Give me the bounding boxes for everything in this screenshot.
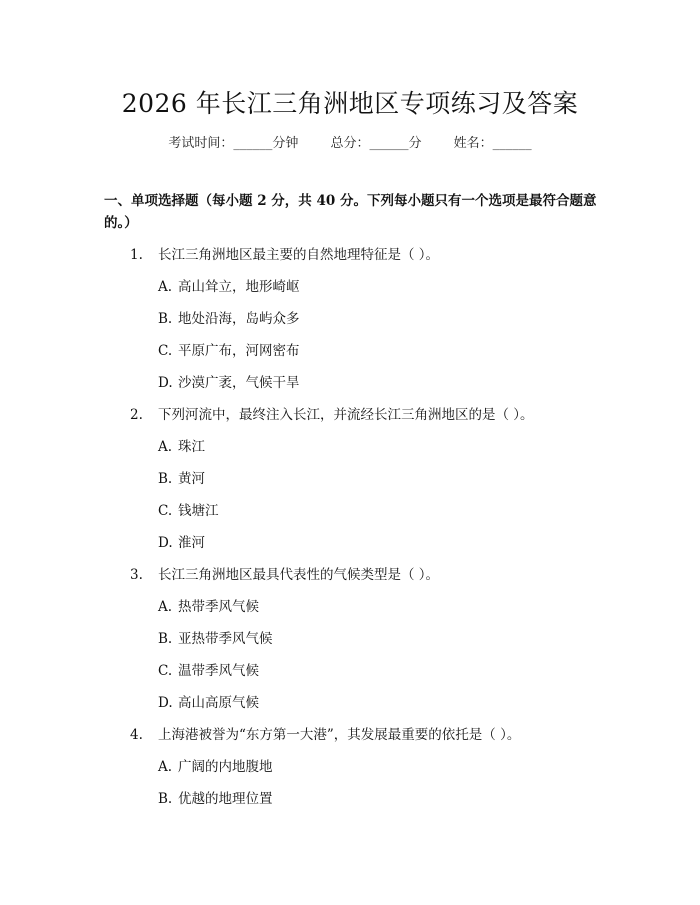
page-title: 2026 年长江三角洲地区专项练习及答案 xyxy=(121,89,579,118)
option-letter: A. xyxy=(158,599,173,615)
option-text: 平原广布，河网密布 xyxy=(178,343,300,359)
option-letter: C. xyxy=(158,503,173,519)
time-unit: 分钟 xyxy=(272,136,299,151)
name-blank: ______ xyxy=(492,136,532,151)
option-text: 黄河 xyxy=(178,471,205,487)
name-label: 姓名： xyxy=(453,136,493,151)
option-item xyxy=(158,307,300,327)
option-item xyxy=(158,467,205,487)
option-text: 优越的地理位置 xyxy=(178,791,273,807)
option-item xyxy=(158,755,273,775)
option-letter: B. xyxy=(158,471,173,487)
option-item xyxy=(158,339,300,359)
question-number: 1. xyxy=(130,247,143,263)
option-item xyxy=(158,531,205,551)
option-letter: A. xyxy=(158,439,173,455)
option-item xyxy=(158,627,273,647)
option-item xyxy=(158,371,300,391)
option-item xyxy=(158,691,259,711)
question-text: 长江三角洲地区最主要的自然地理特征是（ ）。 xyxy=(158,247,440,263)
option-letter: B. xyxy=(158,631,173,647)
question-text: 下列河流中，最终注入长江，并流经长江三角洲地区的是（ ）。 xyxy=(158,407,534,423)
option-item xyxy=(158,595,259,615)
question-number: 4. xyxy=(130,727,143,743)
option-letter: A. xyxy=(158,279,173,295)
option-letter: D. xyxy=(158,375,173,391)
question-item xyxy=(130,723,520,743)
option-text: 高山耸立，地形崎岖 xyxy=(178,279,300,295)
student-name xyxy=(454,136,532,151)
option-letter: D. xyxy=(158,535,173,551)
option-item xyxy=(158,275,300,295)
option-text: 淮河 xyxy=(178,535,205,551)
question-text: 长江三角洲地区最具代表性的气候类型是（ ）。 xyxy=(158,567,440,583)
option-text: 地处沿海，岛屿众多 xyxy=(178,311,300,327)
option-letter: B. xyxy=(158,311,173,327)
option-item xyxy=(158,659,259,679)
section-heading: 一、单项选择题（每小题 2 分，共 40 分。下列每小题只有一个选项是最符合题意的。） xyxy=(104,193,597,231)
question-item xyxy=(130,563,439,583)
question-number: 3. xyxy=(130,567,143,583)
question-item xyxy=(130,243,439,263)
option-text: 珠江 xyxy=(178,439,205,455)
question-text: 上海港被誉为“东方第一大港”，其发展最重要的依托是（ ）。 xyxy=(158,727,521,743)
option-letter: C. xyxy=(158,343,173,359)
time-blank: ______ xyxy=(233,136,273,151)
option-letter: B. xyxy=(158,791,173,807)
option-item xyxy=(158,787,273,807)
option-letter: A. xyxy=(158,759,173,775)
option-text: 亚热带季风气候 xyxy=(178,631,273,647)
question-number: 2. xyxy=(130,407,143,423)
exam-meta xyxy=(0,132,700,151)
score-label: 总分： xyxy=(330,136,370,151)
option-item xyxy=(158,435,205,455)
option-letter: C. xyxy=(158,663,173,679)
score-blank: ______ xyxy=(369,136,409,151)
option-text: 高山高原气候 xyxy=(178,695,259,711)
option-letter: D. xyxy=(158,695,173,711)
score-unit: 分 xyxy=(408,136,422,151)
option-text: 钱塘江 xyxy=(178,503,219,519)
total-score xyxy=(330,136,421,151)
option-text: 沙漠广袤，气候干旱 xyxy=(178,375,300,391)
option-text: 温带季风气候 xyxy=(178,663,259,679)
option-text: 热带季风气候 xyxy=(178,599,259,615)
option-text: 广阔的内地腹地 xyxy=(178,759,273,775)
option-item xyxy=(158,499,219,519)
question-item xyxy=(130,403,534,423)
time-label: 考试时间： xyxy=(168,136,234,151)
exam-time xyxy=(168,136,298,151)
